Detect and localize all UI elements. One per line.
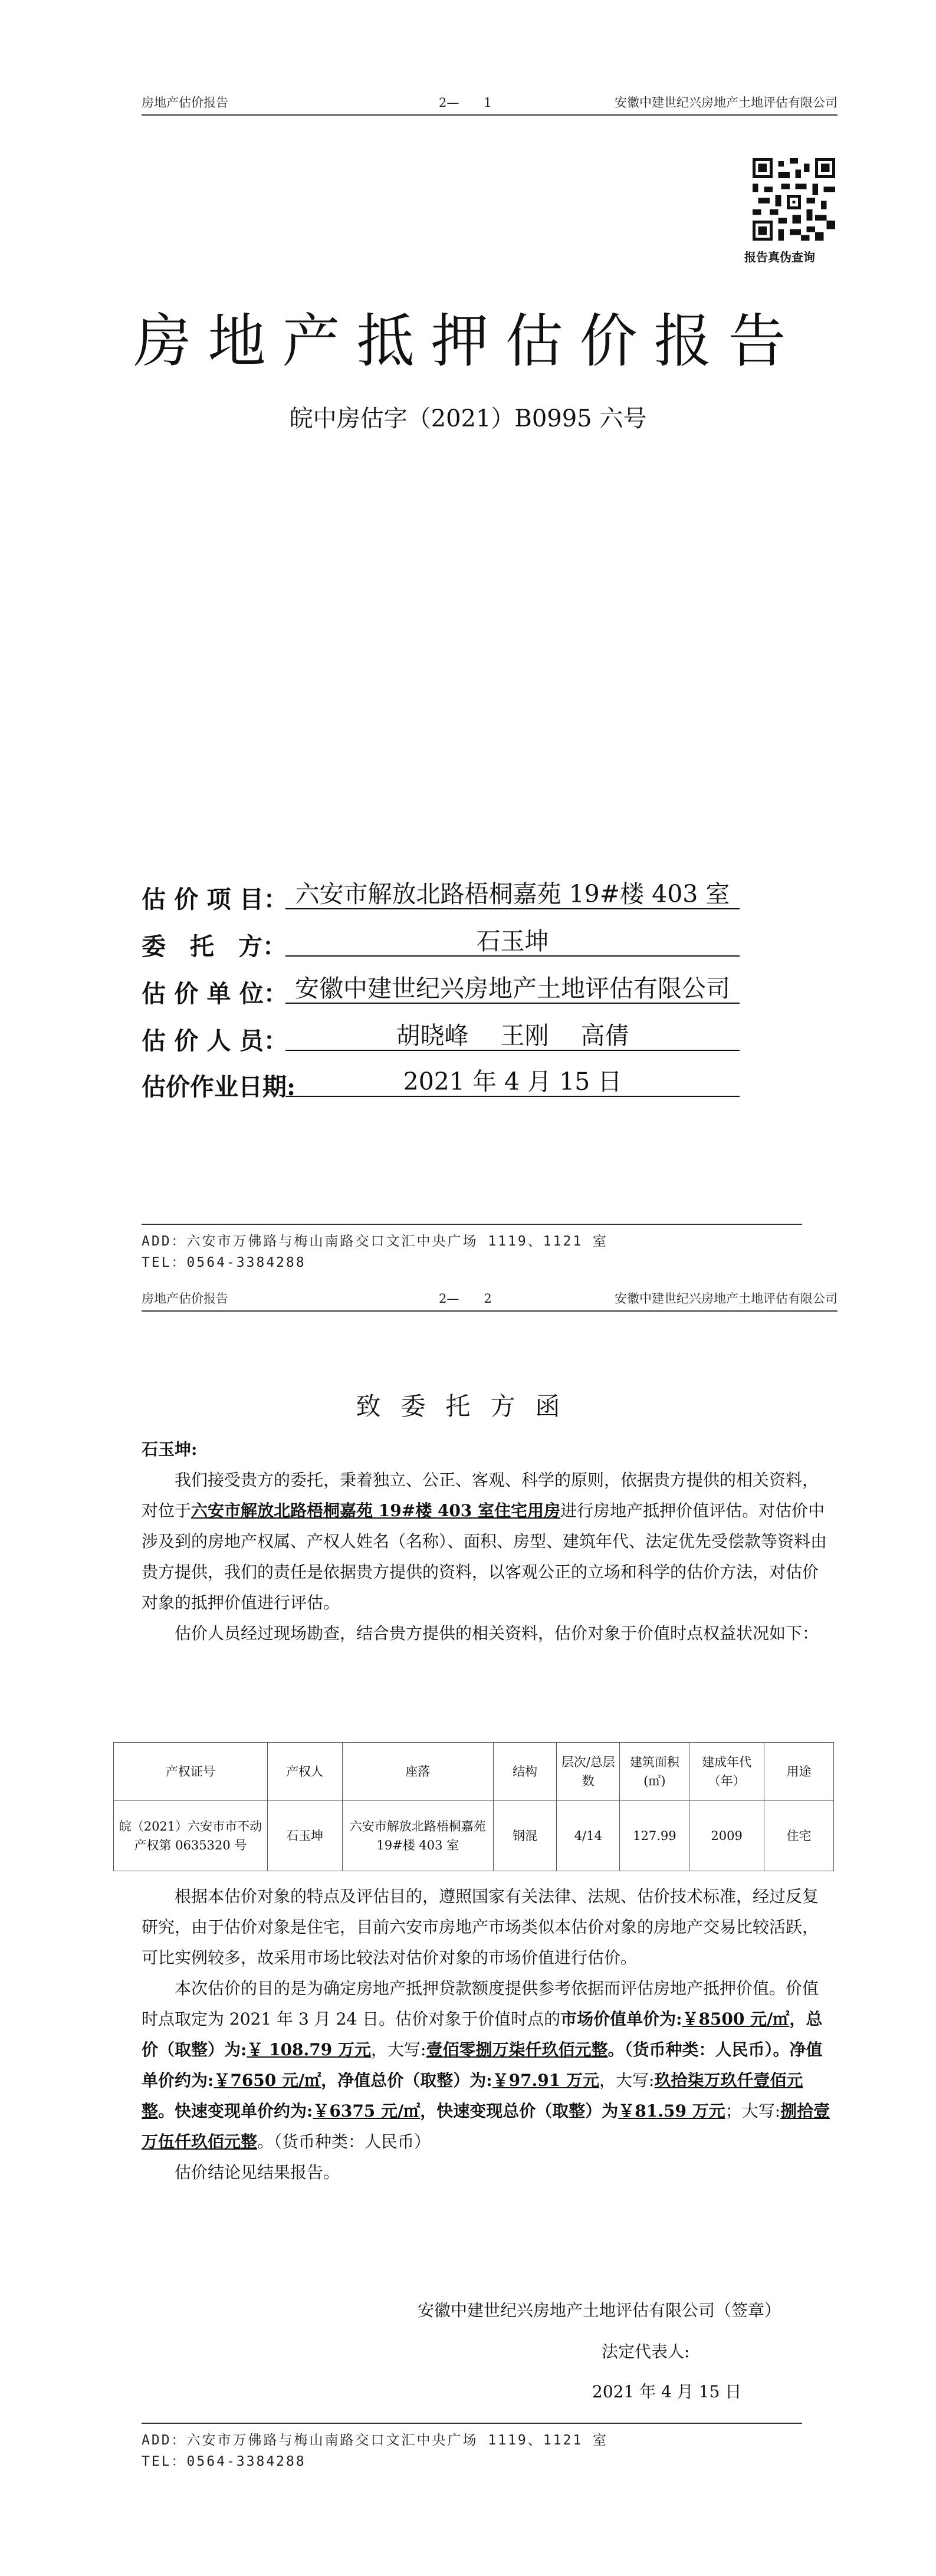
info-value: 安徽中建世纪兴房地产土地评估有限公司	[285, 974, 740, 1004]
table-cell: 127.99	[620, 1801, 689, 1871]
running-header	[142, 1289, 838, 1309]
quick-sale-unit-price: ￥6375 元/㎡	[313, 2101, 421, 2121]
p1-property-address: 六安市解放北路梧桐嘉苑 19#楼 403 室住宅用房	[191, 1501, 561, 1520]
net-total-price: ￥97.91 万元	[492, 2071, 600, 2090]
table-header-cell: 结构	[494, 1743, 557, 1801]
letter-title: 致委托方函	[356, 1392, 580, 1421]
salutation: 石玉坤:	[142, 1440, 198, 1459]
table-cell: 皖（2021）六安市市不动产权第 0635320 号	[114, 1801, 268, 1871]
paragraph-1	[142, 1465, 834, 1618]
header-left: 房地产估价报告	[142, 96, 228, 110]
quick-sale-total-words: 捌拾壹万伍仟玖佰元整	[142, 2101, 830, 2151]
info-value: 胡晓峰 王刚 高倩	[285, 1021, 740, 1051]
footer-phone: TEL：0564-3384288	[142, 2454, 306, 2469]
header-page-number: 2— 2	[439, 1292, 492, 1306]
header-left: 房地产估价报告	[142, 1292, 228, 1306]
table-row	[114, 1801, 834, 1871]
table-header-cell: 用途	[764, 1743, 833, 1801]
info-label: 估 价 人 员：	[142, 1027, 288, 1055]
letter-page	[0, 1288, 936, 2576]
p4-text: ，快速变现总价（取整）为	[420, 2101, 619, 2121]
table-header-cell: 建筑面积(㎡)	[620, 1743, 689, 1801]
table-cell: 石玉坤	[267, 1801, 342, 1871]
running-header	[142, 93, 838, 113]
report-number: 皖中房估字（2021）B0995 六号	[289, 405, 647, 432]
p4-text: ；大写:	[725, 2101, 781, 2121]
info-label: 委 托 方：	[142, 932, 287, 961]
table-header-cell: 座落	[342, 1743, 494, 1801]
market-unit-price: ￥8500 元/㎡	[682, 2009, 790, 2029]
table-cell: 4/14	[557, 1801, 620, 1871]
info-row-project	[142, 880, 743, 914]
p4-text: 本次估价的目的是为确定房地产抵押贷款额度提供参考依据而评估房地产抵押价值。价值时点取定为 2021 年 3 月 24 日。估价对象于价值时点的	[142, 1979, 819, 2029]
header-right: 安徽中建世纪兴房地产土地评估有限公司	[615, 1292, 838, 1306]
p4-text: ，大写:	[599, 2071, 655, 2090]
info-value: 2021 年 4 月 15 日	[285, 1067, 740, 1097]
table-cell: 住宅	[764, 1801, 833, 1871]
table-header-cell: 产权人	[267, 1743, 342, 1801]
signature-company: 安徽中建世纪兴房地产土地评估有限公司（签章）	[418, 2301, 781, 2320]
p4-text: 。快速变现单价约为:	[158, 2101, 313, 2121]
market-total-words: 壹佰零捌万柒仟玖佰元整	[426, 2040, 608, 2059]
qr-code-icon[interactable]	[753, 158, 835, 241]
p4-text: 。（货币种类：人民币）。净值单价约为:	[142, 2040, 823, 2090]
signature-representative: 法定代表人:	[602, 2342, 690, 2361]
page-footer	[142, 2423, 814, 2472]
net-total-words: 玖拾柒万玖仟壹佰元整	[142, 2071, 803, 2121]
table-cell: 2009	[689, 1801, 764, 1871]
paragraph-3: 根据本估价对象的特点及评估目的，遵照国家有关法律、法规、估价技术标准，经过反复研究，由于估价对象是住宅，目前六安市房地产市场类似本估价对象的房地产交易比较活跃，可比实例较多，故采用市场比较法对估价对象的市场价值进行估价。	[142, 1887, 819, 1967]
footer-phone: TEL：0564-3384288	[142, 1255, 306, 1270]
table-header-row	[114, 1743, 834, 1801]
report-title: 房地产抵押估价报告	[133, 308, 803, 375]
net-unit-price: ￥7650 元/㎡	[214, 2071, 321, 2090]
footer-rule	[142, 1224, 802, 1225]
letter-body-intro	[142, 1434, 834, 1649]
p1-text-b: 进行房地产抵押价值评估。对估价中涉及到的房地产权属、产权人姓名（名称）、面积、房型、建筑年代、法定优先受偿款等资料由贵方提供，我们的责任是依据贵方提供的资料，以客观公正的立场和科学的估价方法，对估价对象的抵押价值进行评估。	[142, 1501, 827, 1612]
header-page-number: 2— 1	[439, 96, 492, 110]
paragraph-5: 估价结论见结果报告。	[175, 2163, 340, 2182]
table-header-cell: 层次/总层数	[557, 1743, 620, 1801]
qr-caption: 报告真伪查询	[744, 250, 815, 264]
table-header-cell: 建成年代（年）	[689, 1743, 764, 1801]
header-rule	[142, 1310, 838, 1312]
footer-rule	[142, 2423, 802, 2424]
paragraph-4	[142, 1973, 834, 2157]
info-row-date	[142, 1067, 743, 1101]
p4-text: 市场价值单价为:	[560, 2009, 682, 2029]
quick-sale-total-price: ￥81.59 万元	[618, 2101, 725, 2121]
header-rule	[142, 114, 838, 116]
footer-address: ADD：六安市万佛路与梅山南路交口文汇中央广场 1119、1121 室	[142, 2433, 609, 2448]
property-rights-table	[113, 1742, 834, 1871]
p4-text: ，大写:	[371, 2040, 426, 2059]
info-value: 石玉坤	[285, 927, 740, 957]
info-label: 估 价 单 位：	[142, 980, 288, 1008]
table-header-cell: 产权证号	[114, 1743, 268, 1801]
letter-body-conclusion	[142, 1881, 834, 2188]
signature-date: 2021 年 4 月 15 日	[592, 2382, 742, 2401]
info-row-client	[142, 927, 743, 961]
info-row-appraisers	[142, 1021, 743, 1055]
market-total-price: ￥ 108.79 万元	[247, 2040, 372, 2059]
info-row-appraiser-org	[142, 974, 743, 1008]
footer-address: ADD：六安市万佛路与梅山南路交口文汇中央广场 1119、1121 室	[142, 1234, 609, 1249]
info-label: 估 价 项 目：	[142, 885, 288, 914]
table-cell: 钢混	[494, 1801, 557, 1871]
header-right: 安徽中建世纪兴房地产土地评估有限公司	[615, 96, 838, 110]
page-footer	[142, 1224, 814, 1273]
info-label: 估价作业日期:	[142, 1073, 296, 1101]
p1-text-a: 我们接受贵方的委托，秉着独立、公正、客观、科学的原则，依据贵方提供的相关资料，对位于	[142, 1470, 819, 1520]
info-value: 六安市解放北路梧桐嘉苑 19#楼 403 室	[285, 880, 740, 909]
table-cell: 六安市解放北路梧桐嘉苑 19#楼 403 室	[342, 1801, 494, 1871]
paragraph-2: 估价人员经过现场勘查，结合贵方提供的相关资料，估价对象于价值时点权益状况如下：	[175, 1624, 819, 1643]
p4-text: ，总价（取整）为:	[142, 2009, 823, 2059]
p4-text: 。（货币种类：人民币）	[257, 2132, 431, 2151]
p4-text: ，净值总价（取整）为:	[321, 2071, 492, 2090]
